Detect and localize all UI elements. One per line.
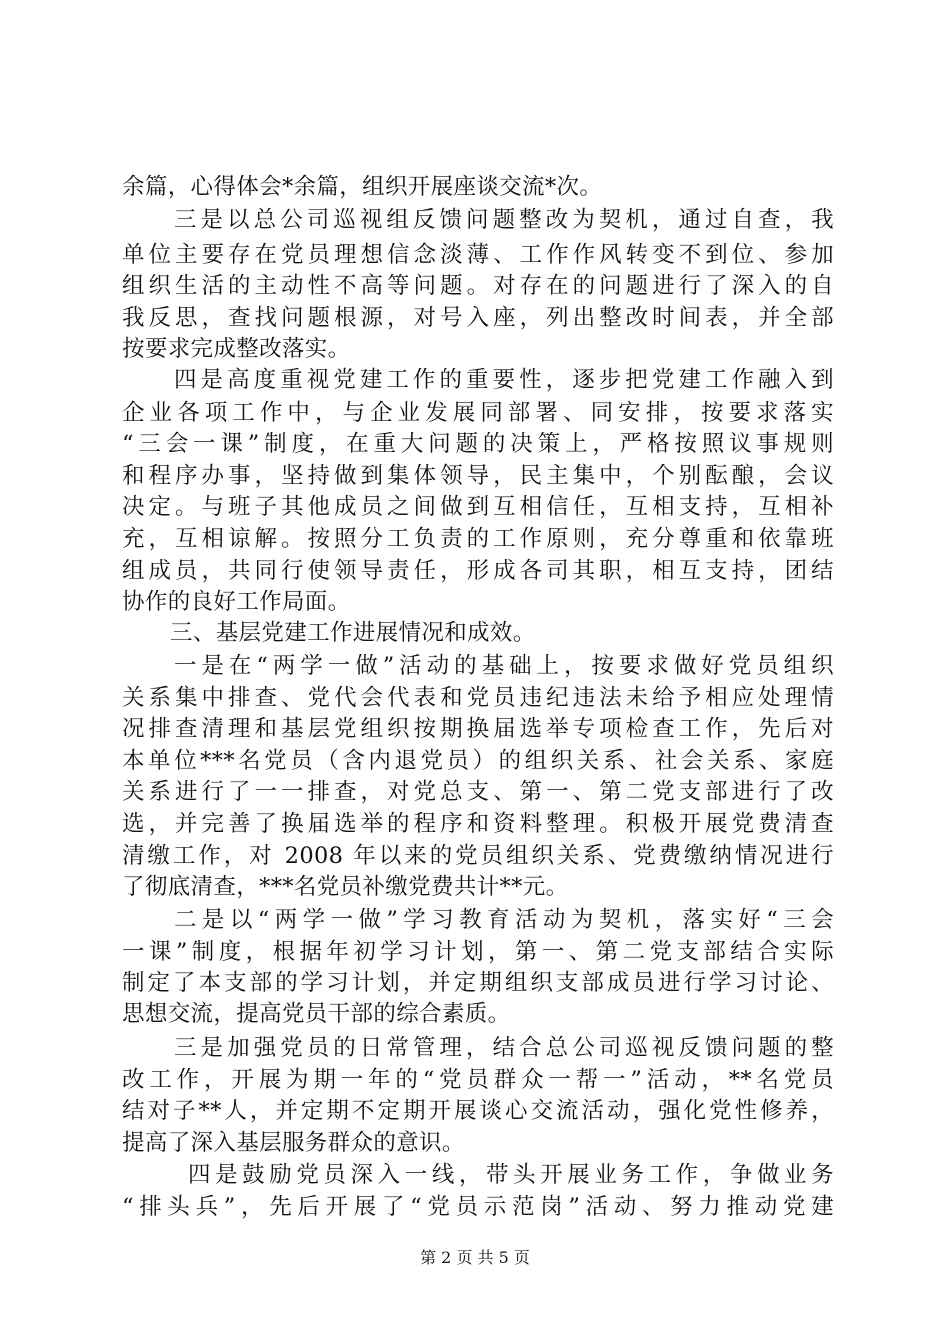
text-line: 一是在“两学一做”活动的基础上，按要求做好党员组织 [174,653,834,679]
text-line: 制定了本支部的学习计划，并定期组织支部成员进行学习讨论、 [122,970,834,996]
text-line: 改工作，开展为期一年的“党员群众一帮一”活动，**名党员 [122,1067,834,1093]
text-line: 和程序办事，坚持做到集体领导，民主集中，个别酝酿，会议 [122,463,834,489]
text-line: 三是以总公司巡视组反馈问题整改为契机，通过自查，我 [174,207,834,233]
text-line: 关系进行了一一排查，对党总支、第一、第二党支部进行了改 [122,779,834,805]
text-line: 思想交流，提高党员干部的综合素质。 [122,1001,511,1027]
text-line: 二是以“两学一做”学习教育活动为契机，落实好“三会 [174,907,834,933]
text-line: “三会一课”制度，在重大问题的决策上，严格按照议事规则 [122,431,834,457]
text-line: 提高了深入基层服务群众的意识。 [122,1130,465,1156]
text-line: 余篇，心得体会*余篇，组织开展座谈交流*次。 [122,174,603,200]
text-line: 本单位***名党员（含内退党员）的组织关系、社会关系、家庭 [122,748,834,774]
text-line: 三是加强党员的日常管理，结合总公司巡视反馈问题的整 [174,1035,834,1061]
text-line: 结对子**人，并定期不定期开展谈心交流活动，强化党性修养， [122,1098,834,1124]
text-line: 协作的良好工作局面。 [122,589,351,615]
text-line: “排头兵”，先后开展了“党员示范岗”活动、努力推动党建 [122,1194,834,1220]
text-line: 充，互相谅解。按照分工负责的工作原则，充分尊重和依靠班 [122,526,834,552]
page-number: 第 2 页 共 5 页 [420,1248,530,1267]
text-line: 关系集中排查、党代会代表和党员违纪违法未给予相应处理情 [122,685,834,711]
text-line: 企业各项工作中，与企业发展同部署、同安排，按要求落实 [122,400,834,426]
text-line: 一课”制度，根据年初学习计划，第一、第二党支部结合实际 [122,939,834,965]
text-line: 四是高度重视党建工作的重要性，逐步把党建工作融入到 [174,367,834,393]
text-line: 我反思，查找问题根源，对号入座，列出整改时间表，并全部 [122,305,834,331]
text-line: 况排查清理和基层党组织按期换届选举专项检查工作，先后对 [122,716,834,742]
text-line: 四是鼓励党员深入一线，带头开展业务工作，争做业务 [188,1162,834,1188]
text-line: 组成员，共同行使领导责任，形成各司其职，相互支持，团结 [122,558,834,584]
text-line: 了彻底清查，***名党员补缴党费共计**元。 [122,874,569,900]
text-line: 选，并完善了换届选举的程序和资料整理。积极开展党费清查 [122,811,834,837]
text-line: 清缴工作，对 2008 年以来的党员组织关系、党费缴纳情况进行 [122,843,834,869]
text-line: 组织生活的主动性不高等问题。对存在的问题进行了深入的自 [122,273,834,299]
text-line: 单位主要存在党员理想信念淡薄、工作作风转变不到位、参加 [122,242,834,268]
text-line: 决定。与班子其他成员之间做到互相信任，互相支持，互相补 [122,494,834,520]
text-line: 按要求完成整改落实。 [122,336,351,362]
section-heading: 三、基层党建工作进展情况和成效。 [170,620,536,646]
